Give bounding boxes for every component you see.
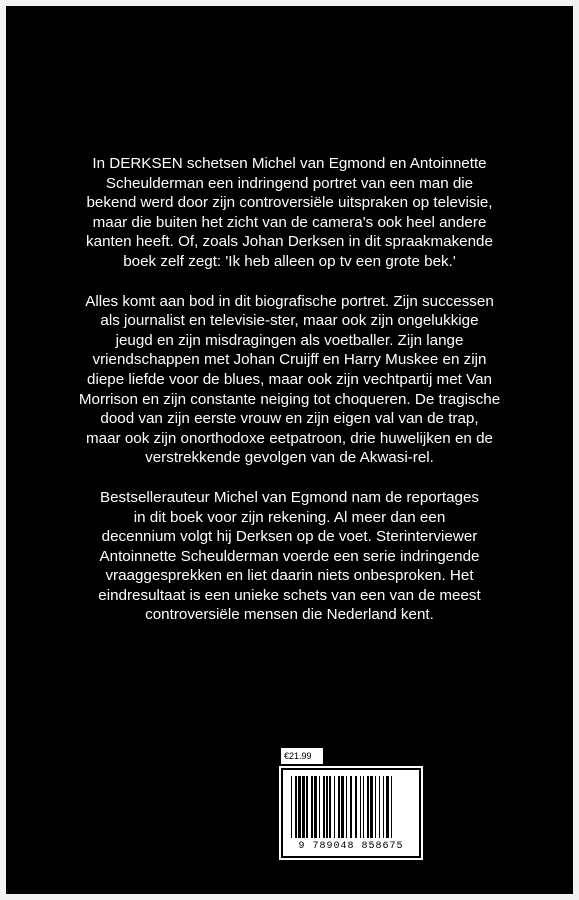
blurb-line: controversiële mensen die Nederland kent. bbox=[145, 606, 434, 624]
blurb-line: Bestsellerauteur Michel van Egmond nam de reportages bbox=[99, 488, 480, 506]
blurb-line: maar die buiten het zicht van de camera's ook heel andere bbox=[92, 213, 487, 231]
barcode-bar bbox=[355, 776, 357, 838]
barcode-bar bbox=[360, 776, 361, 838]
blurb-line: In DERKSEN schetsen Michel van Egmond en Antoinnette bbox=[92, 155, 487, 172]
price-label: €21.99 bbox=[281, 748, 323, 764]
barcode-bar bbox=[306, 776, 308, 838]
barcode-bar bbox=[298, 776, 301, 838]
barcode-bar bbox=[367, 776, 369, 838]
blurb-line: diepe liefde voor de blues, maar ook zijn vechtpartij met Van bbox=[87, 370, 492, 388]
barcode-bar bbox=[341, 776, 344, 838]
blurb-line: eindresultaat is een unieke schets van een van de meest bbox=[98, 586, 481, 604]
barcode-bar bbox=[329, 776, 331, 838]
barcode-bar bbox=[311, 776, 313, 838]
blurb-line: Antoinnette Scheulderman voerde een serie indringende bbox=[99, 547, 480, 565]
barcode-bar bbox=[295, 776, 297, 838]
barcode-digits: 9 789048 858675 bbox=[298, 841, 404, 852]
blurb-line: vraaggesprekken en liet daarin niets onbesproken. Het bbox=[105, 567, 474, 585]
blurb-line: jeugd en zijn misdragingen als voetballer. Zijn lange bbox=[115, 331, 464, 349]
barcode-bar bbox=[391, 776, 392, 838]
blurb-line: Alles komt aan bod in dit biografische portret. Zijn successen bbox=[85, 292, 494, 310]
blurb-line: bekend werd door zijn controversiële uitspraken op televisie, bbox=[86, 194, 493, 212]
barcode-bar bbox=[375, 776, 376, 838]
blurb-text bbox=[26, 154, 553, 645]
blurb-paragraph-2 bbox=[26, 292, 553, 468]
blurb-line: maar ook zijn onorthodoxe eetpatroon, drie huwelijken en de bbox=[86, 429, 493, 447]
barcode-bar bbox=[383, 776, 384, 838]
blurb-line: Morrison en zijn constante neiging tot choqueren. De tragische bbox=[78, 390, 501, 408]
blurb-line: verstrekkende gevolgen van de Akwasi-rel. bbox=[145, 449, 434, 467]
barcode-bar bbox=[338, 776, 340, 838]
blurb-line: in dit boek voor zijn rekening. Al meer dan een bbox=[133, 508, 446, 526]
barcode-bar bbox=[346, 776, 347, 838]
barcode-bar bbox=[302, 776, 305, 838]
barcode-bar bbox=[370, 776, 373, 838]
barcode-bar bbox=[323, 776, 325, 838]
barcode-bar bbox=[326, 776, 328, 838]
blurb-line: kanten heeft. Of, zoals Johan Derksen in dit spraakmakende bbox=[86, 233, 493, 251]
barcode-bar bbox=[379, 776, 380, 838]
back-cover bbox=[6, 6, 573, 894]
barcode bbox=[281, 768, 421, 858]
barcode-bar bbox=[319, 776, 320, 838]
blurb-line: dood van zijn eerste vrouw en zijn eigen val van de trap, bbox=[100, 410, 479, 428]
blurb-line: decennium volgt hij Derksen op de voet. Sterinterviewer bbox=[101, 528, 478, 546]
blurb-line: boek zelf zegt: 'Ik heb alleen op tv een grote bek.' bbox=[123, 252, 456, 270]
blurb-paragraph-1 bbox=[26, 154, 553, 272]
blurb-paragraph-3 bbox=[26, 488, 553, 625]
barcode-bar bbox=[314, 776, 317, 838]
blurb-line: Scheulderman een indringend portret van een man die bbox=[105, 174, 474, 192]
barcode-bar bbox=[291, 776, 292, 838]
barcode-bar bbox=[386, 776, 389, 838]
barcode-bar bbox=[350, 776, 352, 838]
barcode-bars bbox=[289, 776, 413, 838]
blurb-line: als journalist en televisie-ster, maar ook zijn ongelukkige bbox=[100, 312, 479, 330]
blurb-line: vriendschappen met Johan Cruijff en Harry Muskee en zijn bbox=[92, 351, 487, 369]
barcode-bar bbox=[363, 776, 364, 838]
barcode-bar bbox=[334, 776, 335, 838]
